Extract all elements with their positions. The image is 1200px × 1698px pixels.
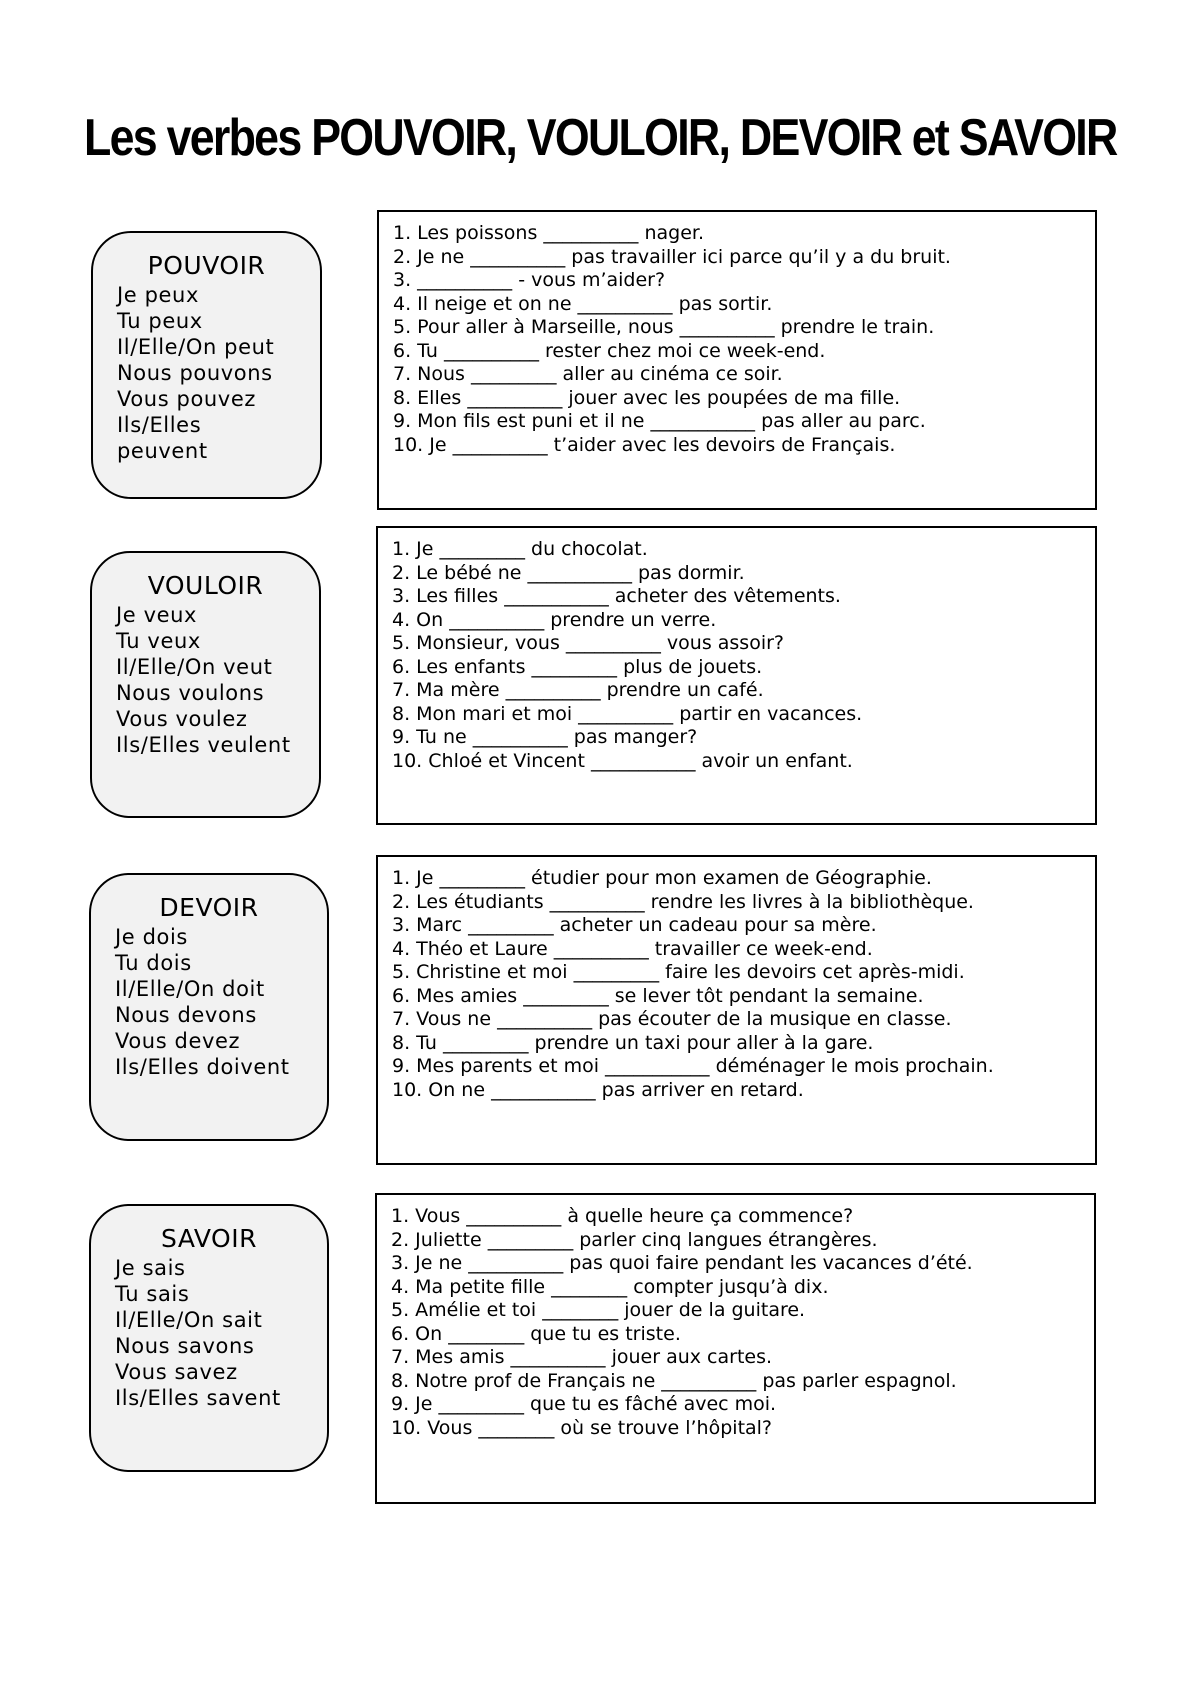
exercise-line: 9. Mon fils est puni et il ne ___________ pas aller au parc. [393, 410, 926, 432]
conjugation-form: Vous devez [115, 1029, 241, 1053]
savoir-conjugation-card [89, 1204, 329, 1472]
exercise-line: 4. Il neige et on ne __________ pas sortir. [393, 292, 773, 315]
page-title: Les verbes POUVOIR, VOULOIR, DEVOIR et SAVOIR [84, 109, 1117, 167]
exercise-line: 10. Chloé et Vincent ___________ avoir un enfant. [392, 749, 853, 772]
exercise-line: 7. Vous ne __________ pas écouter de la musique en classe. [392, 1008, 952, 1030]
conjugation-form: Il/Elle/On veut [116, 655, 273, 679]
exercise-line: 10. Vous ________ où se trouve l’hôpital? [391, 1416, 773, 1439]
vouloir-exercise-box [376, 526, 1097, 825]
conjugation-form: Il/Elle/On doit [115, 977, 265, 1001]
conjugation-form: Ils/Elles veulent [116, 733, 291, 757]
exercise-line: 8. Notre prof de Français ne __________ pas parler espagnol. [391, 1369, 957, 1392]
savoir-exercise-box [375, 1193, 1096, 1504]
exercise-line: 2. Le bébé ne ___________ pas dormir. [392, 561, 745, 584]
vouloir-conjugation-card [90, 551, 321, 818]
conjugation-form: Tu dois [115, 951, 192, 975]
exercise-line: 7. Nous _________ aller au cinéma ce soir. [393, 363, 783, 385]
exercise-line: 4. Théo et Laure __________ travailler ce week-end. [392, 937, 873, 960]
pouvoir-exercise-box [377, 210, 1097, 510]
exercise-line: 6. Les enfants _________ plus de jouets. [392, 655, 763, 678]
conjugation-form: Tu sais [115, 1282, 190, 1306]
conjugation-form: Vous voulez [116, 707, 248, 731]
exercise-line: 9. Mes parents et moi ___________ déménager le mois prochain. [392, 1055, 994, 1077]
exercise-line: 1. Je _________ étudier pour mon examen de Géographie. [392, 867, 932, 889]
exercise-line: 4. On __________ prendre un verre. [392, 608, 717, 631]
conjugation-form: Je peux [117, 283, 199, 307]
pouvoir-conjugation-card [91, 231, 322, 499]
exercise-line: 10. On ne ___________ pas arriver en retard. [392, 1078, 804, 1101]
exercise-line: 8. Tu _________ prendre un taxi pour aller à la gare. [392, 1031, 874, 1054]
exercise-line: 6. Mes amies _________ se lever tôt pendant la semaine. [392, 984, 924, 1007]
exercise-line: 2. Juliette _________ parler cinq langues étrangères. [391, 1228, 878, 1251]
conjugation-form: Nous voulons [116, 681, 265, 705]
conjugation-form: peuvent [117, 439, 208, 463]
devoir-conjugation-card [89, 873, 329, 1141]
exercise-line: 8. Mon mari et moi __________ partir en vacances. [392, 702, 863, 725]
exercise-line: 4. Ma petite fille ________ compter jusqu’à dix. [391, 1275, 829, 1298]
exercise-line: 10. Je __________ t’aider avec les devoirs de Français. [393, 433, 896, 456]
conjugation-form: Nous devons [115, 1003, 257, 1027]
conjugation-form: Je dois [115, 925, 188, 949]
conjugation-form: Nous savons [115, 1334, 255, 1358]
exercise-line: 5. Christine et moi _________ faire les devoirs cet après-midi. [392, 961, 965, 983]
exercise-line: 1. Je _________ du chocolat. [392, 538, 648, 560]
exercise-line: 9. Je _________ que tu es fâché avec moi. [391, 1393, 777, 1415]
exercise-line: 3. Les filles ___________ acheter des vêtements. [392, 585, 841, 607]
conjugation-form: Vous savez [115, 1360, 238, 1384]
conjugation-form: Tu veux [116, 629, 201, 653]
conjugation-form: Tu peux [117, 309, 203, 333]
conjugation-form: Je sais [115, 1256, 186, 1280]
conjugation-form: Il/Elle/On peut [117, 335, 275, 359]
exercise-line: 6. Tu __________ rester chez moi ce week-end. [393, 339, 826, 362]
exercise-line: 3. Marc _________ acheter un cadeau pour sa mère. [392, 914, 877, 936]
devoir-exercise-box [376, 855, 1097, 1165]
conjugation-form: Nous pouvons [117, 361, 273, 385]
conjugation-form: Ils/Elles [117, 413, 202, 437]
exercise-line: 5. Monsieur, vous __________ vous assoir? [392, 632, 785, 654]
exercise-line: 2. Je ne __________ pas travailler ici parce qu’il y a du bruit. [393, 245, 951, 268]
verb-heading: VOULOIR [147, 571, 264, 600]
conjugation-form: Ils/Elles doivent [115, 1055, 290, 1079]
verb-heading: DEVOIR [159, 893, 259, 922]
exercise-line: 7. Mes amis __________ jouer aux cartes. [391, 1346, 773, 1368]
exercise-line: 5. Pour aller à Marseille, nous __________ prendre le train. [393, 316, 935, 338]
exercise-line: 3. __________ - vous m’aider? [393, 269, 666, 291]
exercise-line: 8. Elles __________ jouer avec les poupées de ma fille. [393, 386, 901, 409]
exercise-line: 7. Ma mère __________ prendre un café. [392, 679, 764, 701]
exercise-line: 1. Vous __________ à quelle heure ça commence? [391, 1205, 854, 1227]
conjugation-form: Il/Elle/On sait [115, 1308, 263, 1332]
exercise-line: 1. Les poissons __________ nager. [393, 222, 704, 244]
exercise-line: 9. Tu ne __________ pas manger? [392, 726, 698, 748]
exercise-line: 3. Je ne __________ pas quoi faire pendant les vacances d’été. [391, 1252, 973, 1274]
exercise-line: 2. Les étudiants __________ rendre les livres à la bibliothèque. [392, 890, 974, 913]
conjugation-form: Vous pouvez [117, 387, 256, 411]
conjugation-form: Ils/Elles savent [115, 1386, 281, 1410]
exercise-line: 6. On ________ que tu es triste. [391, 1322, 681, 1345]
exercise-line: 5. Amélie et toi ________ jouer de la guitare. [391, 1299, 806, 1321]
conjugation-form: Je veux [116, 603, 198, 627]
verb-heading: SAVOIR [161, 1224, 257, 1253]
verb-heading: POUVOIR [147, 251, 266, 280]
